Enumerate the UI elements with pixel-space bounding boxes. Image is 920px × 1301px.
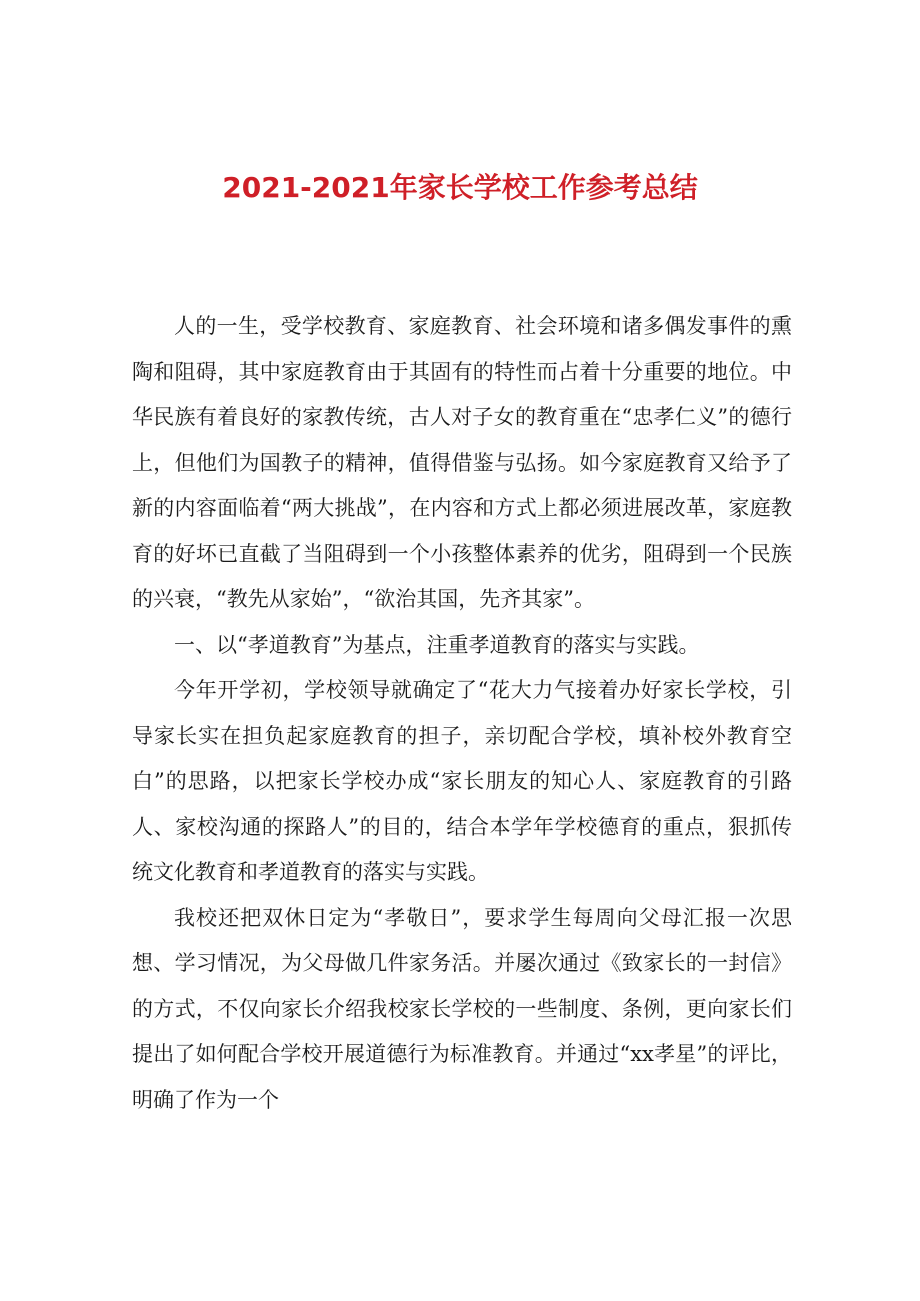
paragraph-section-heading: 一、以“孝道教育”为基点，注重孝道教育的落实与实践。	[174, 632, 700, 657]
document-title: 2021-2021年家长学校工作参考总结	[222, 171, 698, 204]
paragraph-filial-day: 我校还把双休日定为“孝敬日”，要求学生每周向父母汇报一次思想、学习情况，为父母做几件家务活。并屡次通过《致家长的一封信》的方式，不仅向家长介绍我校家长学校的一些制度、条例，更向家长们提出了如何配合学校开展道德行为标准教育。并通过“xx孝星”的评比，明确了作为一个	[132, 905, 792, 1112]
paragraph-intro: 人的一生，受学校教育、家庭教育、社会环境和诸多偶发事件的熏陶和阻碍，其中家庭教育由于其固有的特性而占着十分重要的地位。中华民族有着良好的家教传统，古人对子女的教育重在“忠孝仁义”的德行上，但他们为国教子的精神，值得借鉴与弘扬。如今家庭教育又给予了新的内容面临着“两大挑战”，在内容和方式上都必须进展改革，家庭教育的好坏已直截了当阻碍到一个小孩整体素养的优劣，阻碍到一个民族的兴衰，“教先从家始”，“欲治其国，先齐其家”。	[132, 314, 792, 611]
document-body	[132, 304, 792, 1123]
paragraph-school-plan: 今年开学初，学校领导就确定了“花大力气接着办好家长学校，引导家长实在担负起家庭教育的担子，亲切配合学校，填补校外教育空白”的思路，以把家长学校办成“家长朋友的知心人、家庭教育的引路人、家校沟通的探路人”的目的，结合本学年学校德育的重点，狠抓传统文化教育和孝道教育的落实与实践。	[132, 678, 792, 884]
